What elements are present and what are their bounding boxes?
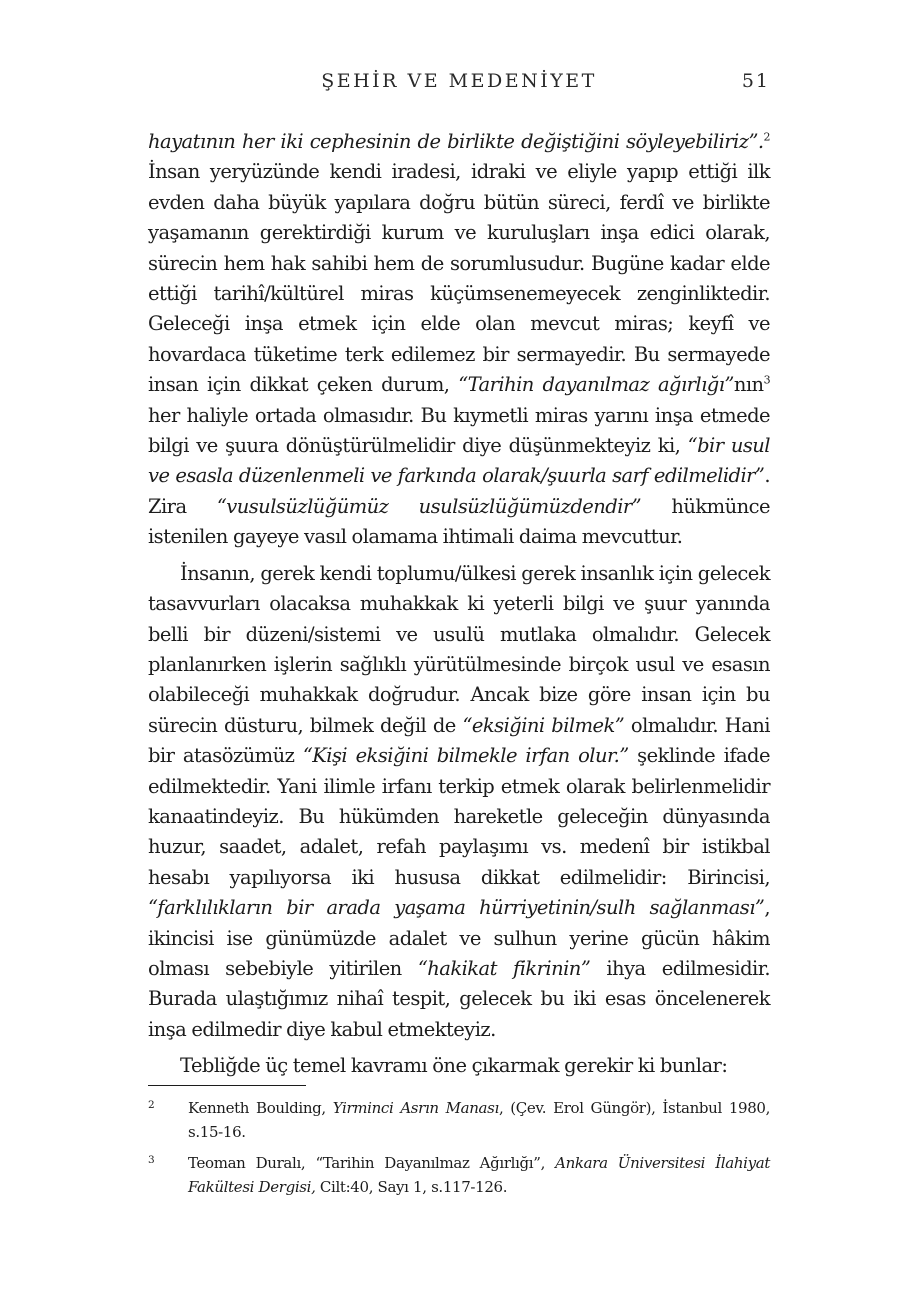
footnote-reference: 3 — [763, 373, 771, 387]
text-run: İnsan yeryüzünde kendi iradesi, idraki ve eliyle yapıp ettiği ilk evden daha büyük yapılara doğru bütün süreci, ferdî ve birlikte yaşamanın gerektirdiği kurum ve kuruluşları inşa edici olarak, sürecin hem hak sahibi hem de sorumlusudur. Bugüne kadar elde ettiği tarihî/kültürel miras küçümsenemeyecek zenginliktedir. Geleceği inşa etmek için elde olan mevcut miras; keyfî ve hovardaca tüketime terk edilemez bir sermayedir. Bu sermayede insan için dikkat çeken durum, — [148, 160, 770, 397]
page-number: 51 — [741, 70, 770, 92]
text-run: ihya edilmesidir. Burada ulaştığımız nihaî tespit, gelecek bu iki esas öncelenerek inşa edilmedir diye kabul etmekteyiz. — [148, 956, 771, 1041]
body-text — [148, 127, 770, 1088]
footnote-reference: 2 — [763, 130, 770, 144]
footnote — [148, 1151, 770, 1199]
footnote-separator — [148, 1085, 306, 1086]
italic-text: “bir usul ve esasla düzenlenmeli ve farkında olarak/şuurla sarf edilmelidir” — [148, 434, 770, 488]
footnote-marker: 2 — [148, 1099, 155, 1111]
footnotes — [148, 1096, 770, 1206]
text-run: şeklinde ifade edilmektedir. Yani ilimle irfanı terkip etmek olarak belirlenmelidir kanaatindeyiz. Bu hükümden hareketle geleceğin dünyasında huzur, saadet, adalet, refah paylaşımı vs. medenî bir istikbal hesabı yapılıyorsa iki hususa dikkat edilmelidir: Birincisi, — [148, 744, 770, 889]
italic-text: Ankara Üniversitesi İlahiyat Fakültesi Dergisi, — [188, 1154, 771, 1196]
italic-text: “hakikat fikrinin” — [417, 956, 591, 980]
italic-text: “eksiğini bilmek” — [462, 713, 625, 737]
paragraph — [148, 1051, 770, 1081]
text-run: Tebliğde üç temel kavramı öne çıkarmak gerekir ki bunlar: — [180, 1054, 728, 1078]
text-run: İnsanın, gerek kendi toplumu/ülkesi gerek insanlık için gelecek tasavvurları olacaksa muhakkak ki yeterli bilgi ve şuur yanında belli bir düzeni/sistemi ve usulü mutlaka olmalıdır. Gelecek planlanırken işlerin sağlıklı yürütülmesinde birçok usul ve esasın olabileceği muhakkak doğrudur. Ancak bize göre insan için bu sürecin düsturu, bilmek değil de — [148, 561, 770, 737]
paragraph — [148, 559, 770, 1046]
text-run: Teoman Duralı, “Tarihin Dayanılmaz Ağırlığı”, — [188, 1154, 556, 1172]
footnote-marker: 3 — [148, 1154, 155, 1166]
running-header — [148, 70, 770, 100]
italic-text: “vusulsüzlüğümüz usulsüzlüğümüzdendir” — [216, 494, 642, 518]
text-run: hükmünce istenilen gayeye vasıl olamama ihtimali daima mevcuttur. — [148, 494, 770, 549]
text-run: olmalıdır. Hani bir atasözümüz — [148, 713, 770, 768]
italic-text: Yirminci Asrın Manası — [332, 1099, 499, 1117]
text-run: Kenneth Boulding, — [188, 1099, 333, 1117]
italic-text: “Tarihin dayanılmaz ağırlığı” — [458, 373, 734, 397]
text-run: , ikincisi ise günümüzde adalet ve sulhun yerine gücün hâkim olması sebebiyle yitirilen — [148, 896, 770, 980]
text-run: nın — [733, 373, 764, 397]
text-run: her haliyle ortada olmasıdır. Bu kıymetli miras yarını inşa etmede bilgi ve şuura dönüştürülmelidir diye düşünmekteyiz ki, — [148, 403, 770, 458]
running-title: ŞEHİR VE MEDENİYET — [321, 70, 597, 92]
text-run: Cilt:40, Sayı 1, s.117-126. — [315, 1178, 508, 1196]
text-run: . Zira — [148, 464, 770, 518]
italic-text: “Kişi eksiğini bilmekle irfan olur.” — [302, 744, 629, 768]
italic-text: hayatının her iki cephesinin de birlikte değiştiğini söyleyebiliriz”. — [148, 130, 764, 153]
italic-text: “farklılıkların bir arada yaşama hürriyetinin/sulh sağlanması” — [148, 896, 765, 920]
paragraph — [148, 127, 770, 553]
text-run: , (Çev. Erol Güngör), İstanbul 1980, s.15-16. — [188, 1099, 771, 1141]
footnote — [148, 1096, 770, 1144]
